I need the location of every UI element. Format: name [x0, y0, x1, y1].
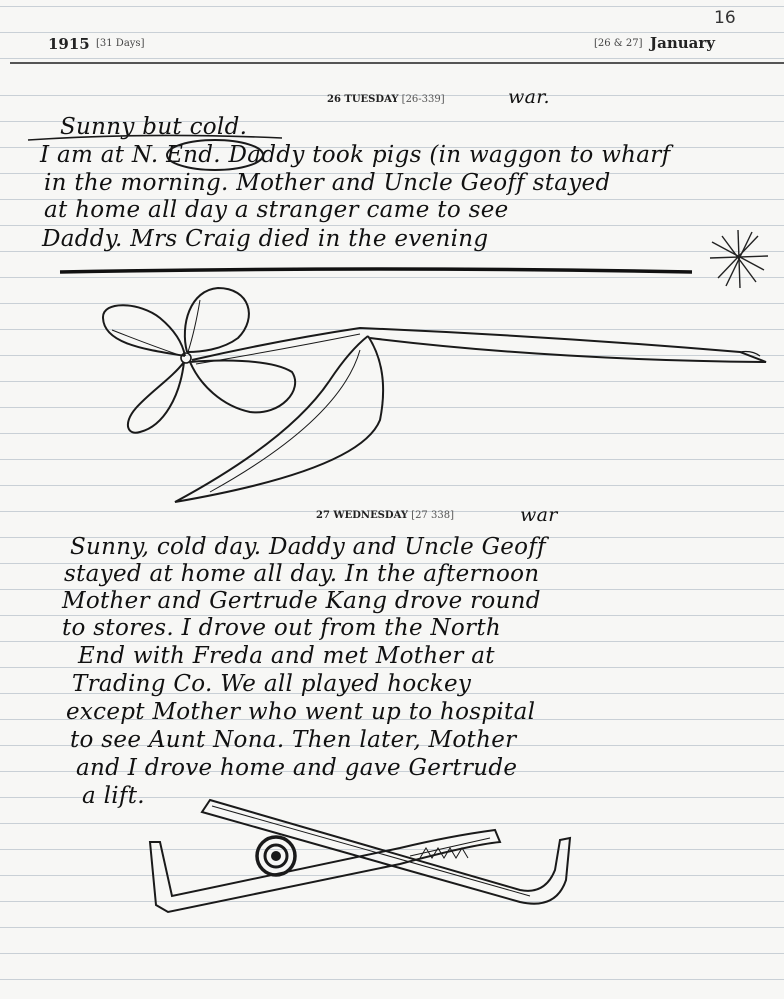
- entry-line: to stores. I drove out from the North: [62, 615, 501, 641]
- entry-line: except Mother who went up to hospital: [66, 699, 536, 725]
- entry-line: Sunny but cold.: [60, 114, 248, 140]
- entry-line: Daddy. Mrs Craig died in the evening: [42, 226, 489, 252]
- entry-divider-rule: [60, 269, 692, 272]
- entry-line: End with Freda and met Mother at: [78, 643, 495, 669]
- underline-stroke: [28, 135, 282, 140]
- entry-line: to see Aunt Nona. Then later, Mother: [70, 727, 517, 753]
- flower-sketch: [103, 288, 766, 502]
- margin-note-war-2: war: [520, 504, 558, 526]
- entry-line: and I drove home and gave Gertrude: [76, 755, 518, 781]
- entry-line: a lift.: [82, 783, 145, 809]
- entry-line: stayed at home all day. In the afternoon: [64, 561, 540, 587]
- day-label: 27 WEDNESDAY: [316, 510, 408, 521]
- day-number-note: [27 338]: [411, 510, 454, 521]
- entry-line: I am at N. End. Daddy took pigs (in waggon to wharf: [40, 142, 671, 168]
- hockey-sticks-sketch: [150, 800, 570, 912]
- header-year: 1915: [48, 35, 90, 53]
- entry-line: Sunny, cold day. Daddy and Uncle Geoff: [70, 534, 546, 560]
- day-label: 26 TUESDAY: [327, 94, 399, 105]
- header-month: January: [650, 34, 715, 52]
- day-number-note: [26-339]: [401, 94, 445, 105]
- margin-note-war-1: war.: [508, 86, 550, 108]
- entry-line: at home all day a stranger came to see: [44, 197, 509, 223]
- circled-word-mark: [167, 140, 263, 170]
- header-days-note: [31 Days]: [96, 38, 145, 49]
- header-date-range: [26 & 27]: [594, 38, 643, 49]
- entry-line: in the morning. Mother and Uncle Geoff stayed: [44, 170, 611, 196]
- entry-line: Mother and Gertrude Kang drove round: [62, 588, 541, 614]
- star-doodle: [710, 230, 768, 288]
- entry-line: Trading Co. We all played hockey: [72, 671, 472, 697]
- page-number: 16: [714, 8, 736, 28]
